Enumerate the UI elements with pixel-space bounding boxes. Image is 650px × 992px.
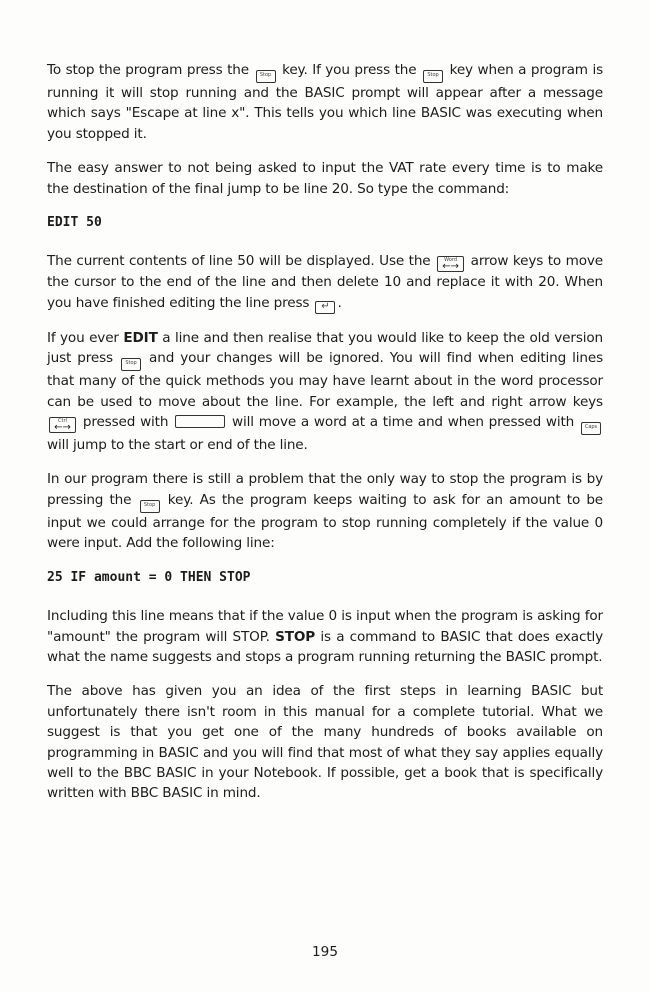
paragraph-editing: The current contents of line 50 will be displayed. Use the Word ←→ arrow keys to move the cursor to the end of the line and then delete 10 and replace it with 20. When you have finished editing the line press ↵ . (47, 253, 603, 312)
paragraph-edit-tips: If you ever EDIT a line and then realise that you would like to keep the old version just press Stop and your changes will be ignored. You will find when editing lines that many of the quick methods you may have learnt about in the word processor can be used to move about the line. For example, the left and right arrow keys Ctrl ←→ pressed with will move a word at a time and when pressed with Caps will jump to the start or end of the line. (47, 329, 604, 454)
code-if-then-stop: 25 IF amount = 0 THEN STOP (47, 569, 251, 585)
code-edit-50: EDIT 50 (47, 215, 102, 231)
stop-key-icon: Stop (121, 358, 141, 371)
paragraph-further-reading: The above has given you an idea of the first steps in learning BASIC but unfortunately there isn't room in this manual for a complete tutorial. What we suggest is that you get one of the many hundreds of books available on programming in BASIC and you will find that most of what they say applies equally well to the BBC BASIC in your Notebook. If possible, get a book that is specifically written with BBC BASIC in mind. (47, 683, 603, 802)
control-key-icon: Caps (581, 422, 601, 435)
stop-key-icon: Stop (140, 500, 160, 513)
manual-page (47, 60, 603, 818)
page-number: 195 (312, 944, 338, 960)
shift-key-icon (175, 415, 225, 428)
paragraph-stop-command: Including this line means that if the value 0 is input when the program is asking for "amount" the program will STOP. STOP is a command to BASIC that does exactly what the name suggests and stops a program running returning the BASIC prompt. (47, 608, 604, 665)
enter-key-icon: ↵ (315, 301, 335, 314)
stop-key-icon: Stop (423, 70, 443, 83)
paragraph-vat-rate: The easy answer to not being asked to input the VAT rate every time is to make the destination of the final jump to be line 20. So type the command: (47, 160, 603, 197)
word-arrow-keys-icon: Ctrl ←→ (49, 417, 76, 433)
paragraph-stop-key: To stop the program press the Stop key. If you press the Stop key when a program is running it will stop running and the BASIC prompt will appear after a message which says "Escape at line x". This tells you which line BASIC was executing when you stopped it. (47, 62, 604, 142)
stop-key-icon: Stop (256, 70, 276, 83)
arrow-keys-icon: Word ←→ (437, 256, 464, 272)
paragraph-stop-problem: In our program there is still a problem that the only way to stop the program is by pressing the Stop key. As the program keeps waiting to ask for an amount to be input we could arrange for the program to stop running completely if the value 0 were input. Add the following line: (47, 471, 604, 552)
